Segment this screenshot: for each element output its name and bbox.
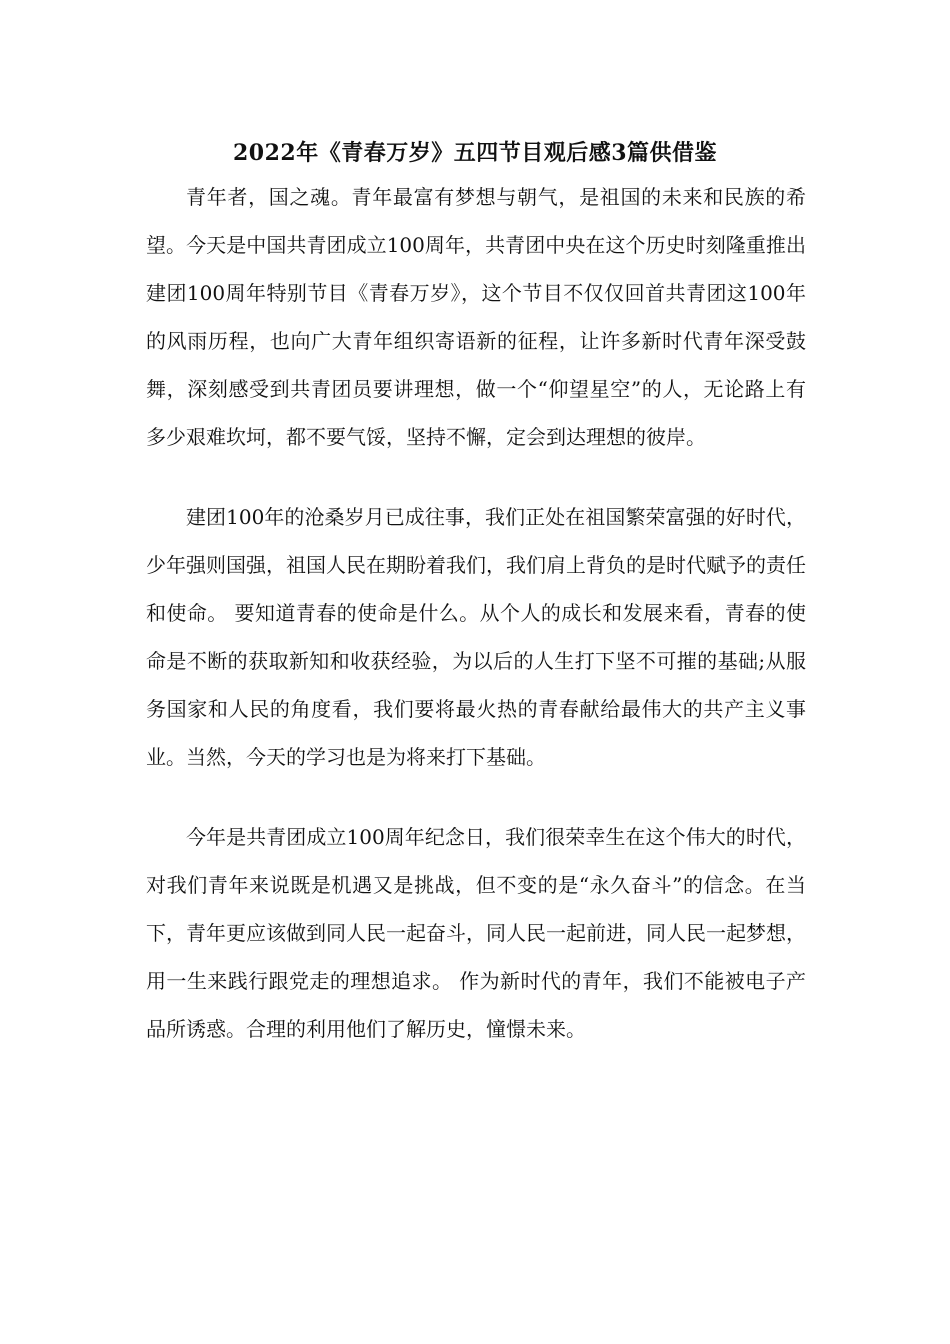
paragraph-3: 今年是共青团成立100周年纪念日，我们很荣幸生在这个伟大的时代，对我们青年来说既是机遇又是挑战，但不变的是“永久奋斗”的信念。在当下，青年更应该做到同人民一起奋斗，同人民一起前进，同人民一起梦想，用一生来践行跟党走的理想追求。 作为新时代的青年，我们不能被电子产品所诱惑。合理的利用他们了解历史，憧憬未来。 (146, 825, 806, 1041)
paragraph-1: 青年者，国之魂。青年最富有梦想与朝气，是祖国的未来和民族的希望。今天是中国共青团成立100周年，共青团中央在这个历史时刻隆重推出建团100周年特别节目《青春万岁》，这个节目不仅仅回首共青团这100年的风雨历程，也向广大青年组织寄语新的征程，让许多新时代青年深受鼓舞，深刻感受到共青团员要讲理想，做一个“仰望星空”的人，无论路上有多少艰难坎坷，都不要气馁，坚持不懈，定会到达理想的彼岸。 (146, 185, 806, 449)
paragraph-2: 建团100年的沧桑岁月已成往事，我们正处在祖国繁荣富强的好时代，少年强则国强，祖国人民在期盼着我们，我们肩上背负的是时代赋予的责任和使命。 要知道青春的使命是什么。从个人的成长和发展来看，青春的使命是不断的获取新知和收获经验，为以后的人生打下坚不可摧的基础;从服务国家和人民的角度看，我们要将最火热的青春献给最伟大的共产主义事业。当然，今天的学习也是为将来打下基础。 (146, 505, 806, 769)
document-title: 2022年《青春万岁》五四节目观后感3篇供借鉴 (232, 140, 718, 166)
document-body (146, 173, 806, 1053)
